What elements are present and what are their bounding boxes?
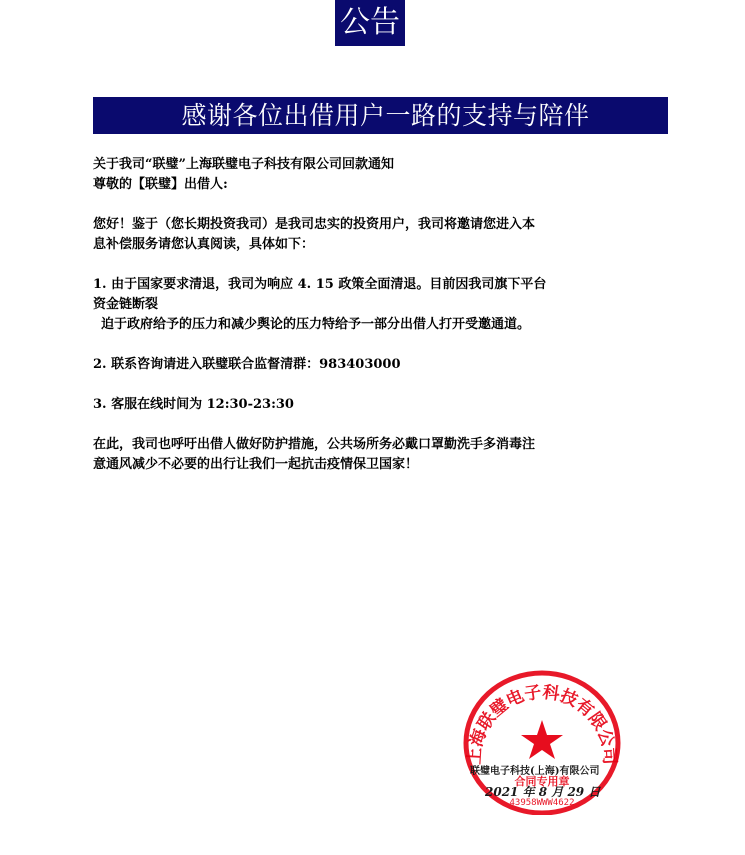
seal-label: 合同专用章 [514, 775, 570, 788]
notice-title: 公告 [335, 0, 405, 46]
letter-body [93, 155, 663, 475]
intro-line-1: 您好！鉴于（您长期投资我司）是我司忠实的投资用户，我司将邀请您进入本 [93, 217, 536, 232]
signature-date: 2021 年 8 月 29 日 [485, 785, 601, 799]
item-2: 2. 联系咨询请进入联璧联合监督清群：983403000 [93, 357, 401, 372]
seal-arc-text: 上海联璧电子科技有限公司 [464, 682, 620, 766]
item-1-line-2: 资金链断裂 [93, 297, 159, 312]
item-3: 3. 客服在线时间为 12:30-23:30 [93, 397, 294, 412]
signature-company: 联璧电子科技(上海)有限公司 [470, 766, 600, 777]
letter-salutation: 尊敬的【联璧】出借人: [93, 177, 228, 192]
seal-star-icon [521, 720, 563, 759]
letter-subject: 关于我司“联璧”上海联璧电子科技有限公司回款通知 [93, 157, 394, 172]
item-1-line-1: 1. 由于国家要求清退，我司为响应 4. 15 政策全面清退。目前因我司旗下平台 [93, 277, 547, 292]
thanks-banner: 感谢各位出借用户一路的支持与陪伴 [93, 97, 668, 134]
seal-code: 43958WWW4622 [509, 798, 575, 808]
intro-line-2: 息补偿服务请您认真阅读，具体如下： [93, 237, 315, 252]
closing-line-2: 意通风减少不必要的出行让我们一起抗击疫情保卫国家！ [93, 457, 419, 472]
closing-line-1: 在此，我司也呼吁出借人做好防护措施，公共场所务必戴口罩勤洗手多消毒注 [93, 437, 536, 452]
item-1-line-3: 迫于政府给予的压力和减少舆论的压力特给予一部分出借人打开受邀通道。 [101, 317, 531, 332]
